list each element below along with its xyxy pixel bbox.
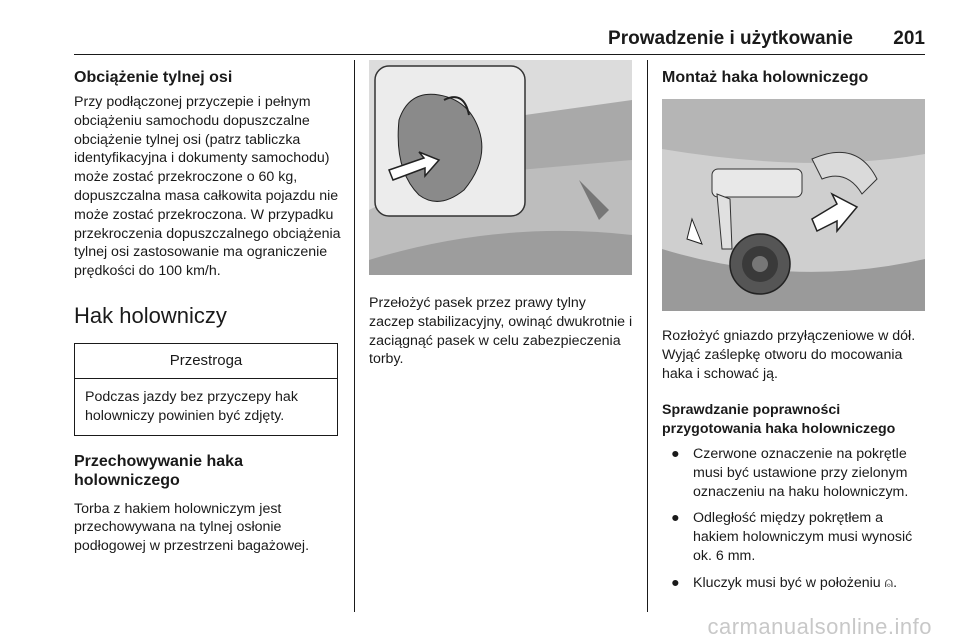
check-heading: Sprawdzanie poprawności przygotowania haka holowniczego	[662, 402, 896, 438]
header-rule	[74, 54, 925, 55]
column-divider-1	[354, 60, 355, 612]
storage-text: Torba z hakiem holowniczym jest przechowywana na tylnej osłonie podłogowej w przestrzeni bagażowej.	[74, 500, 310, 555]
storage-heading: Przechowywanie haka holowniczego	[74, 452, 243, 489]
page-title: Prowadzenie i użytkowanie	[608, 28, 853, 49]
ignition-key-symbol: ⍝	[884, 574, 894, 591]
towbar-heading: Hak holowniczy	[74, 302, 227, 328]
list-item: ● Kluczyk musi być w położeniu ⍝.	[671, 574, 898, 591]
strap-caption: Przełożyć pasek przez prawy tylny zaczep stabilizacyjny, owinąć dwukrotnie i zaciągnąć pasek w celu zabezpieczenia torby.	[369, 295, 633, 368]
trunk-bag-illustration	[369, 60, 632, 275]
column-middle	[369, 60, 634, 369]
watermark: carmanualsonline.info	[707, 614, 932, 639]
towbar-socket-illustration	[662, 99, 925, 311]
axle-load-heading: Obciążenie tylnej osi	[74, 69, 233, 86]
list-item: ● Czerwone oznaczenie na pokrętle musi być ustawione przy zielonym oznaczeniu na haku holowniczym.	[671, 445, 909, 500]
mounting-caption: Rozłożyć gniazdo przyłączeniowe w dół. Wyjąć zaślepkę otworu do mocowania haka i schować ją.	[662, 328, 916, 382]
list-item: ● Odległość między pokrętłem a hakiem holowniczym musi wynosić ok. 6 mm.	[671, 510, 913, 564]
warning-box	[74, 343, 338, 436]
column-left	[74, 60, 344, 556]
column-right	[662, 60, 927, 601]
column-divider-2	[647, 60, 648, 612]
towbar-mounting-heading: Montaż haka holowniczego	[662, 69, 869, 86]
check-list	[662, 445, 927, 593]
page-number: 201	[893, 28, 925, 49]
page-header	[74, 26, 925, 56]
warning-text: Podczas jazdy bez przyczepy hak holowniczy powinien być zdjęty.	[85, 388, 298, 424]
warning-title: Przestroga	[75, 344, 337, 379]
axle-load-text: Przy podłączonej przyczepie i pełnym obciążeniu samochodu dopuszczalne obciążenie tylnej osi (patrz tabliczka identyfikacyjna i dokumenty samochodu) może zostać przekroczone o 60 kg, dopuszczalna masa całkowita pojazdu nie może zostać przekroczona. W przypadku przekroczenia dopuszczalnego obciążenia tylnej osi zastosowanie ma ograniczenie prędkości do 100 km/h.	[74, 94, 341, 280]
